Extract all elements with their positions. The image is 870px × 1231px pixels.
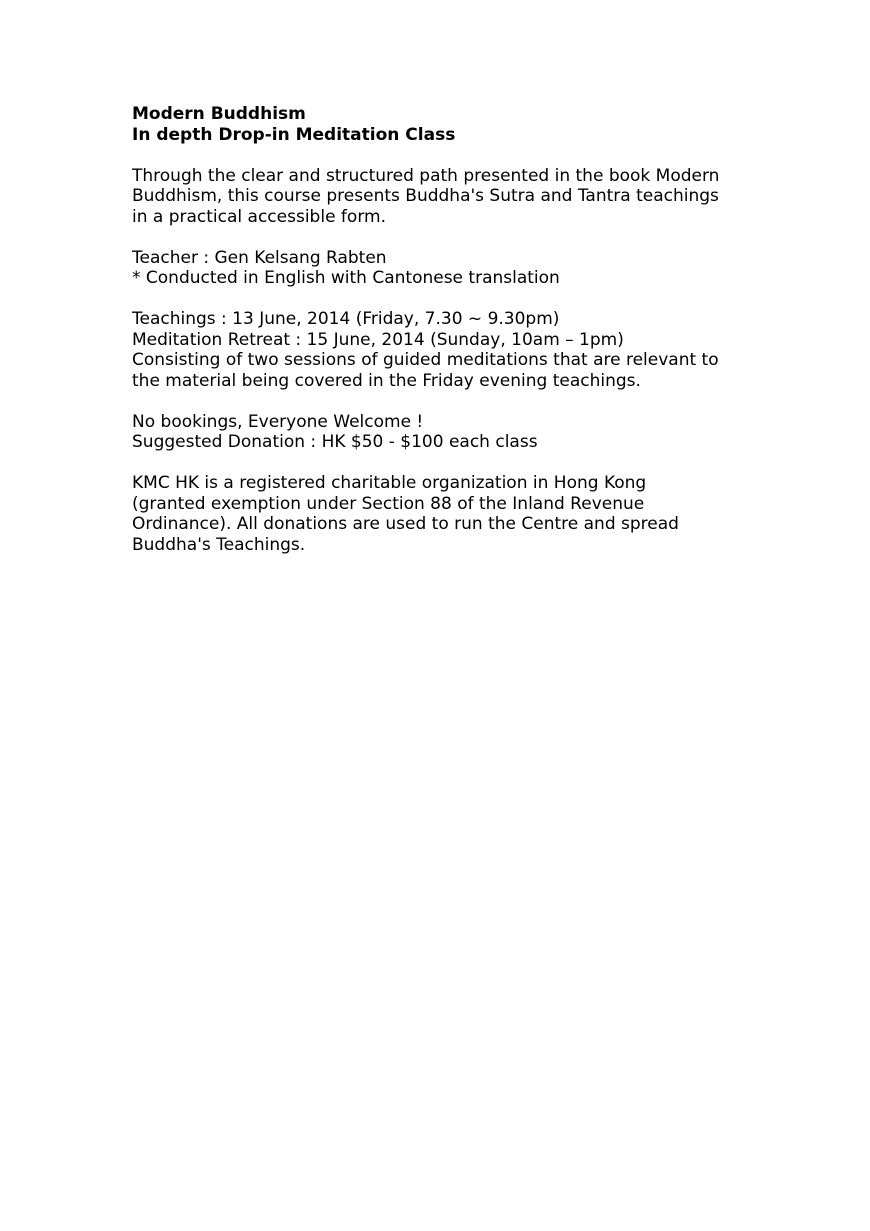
booking-note: No bookings, Everyone Welcome !: [132, 411, 424, 432]
paragraph-gap: [132, 227, 772, 248]
charity-paragraph: [132, 473, 772, 555]
language-note: * Conducted in English with Cantonese translation: [132, 268, 560, 288]
intro-line: in a practical accessible form.: [132, 206, 386, 227]
document-subtitle: In depth Drop-in Meditation Class: [132, 124, 456, 145]
retreat-description: Consisting of two sessions of guided meditations that are relevant to: [132, 350, 719, 370]
teacher-line: Teacher : Gen Kelsang Rabten: [132, 247, 387, 268]
retreat-description: the material being covered in the Friday evening teachings.: [132, 370, 641, 391]
intro-line: Through the clear and structured path presented in the book Modern: [132, 165, 720, 186]
charity-line: Ordinance). All donations are used to run the Centre and spread: [132, 514, 679, 534]
booking-paragraph: [132, 412, 772, 453]
teachings-date: Teachings : 13 June, 2014 (Friday, 7.30 ~ 9.30pm): [132, 309, 560, 329]
document-page: [132, 104, 772, 555]
paragraph-gap: [132, 391, 772, 412]
document-title: Modern Buddhism: [132, 104, 306, 124]
intro-paragraph: [132, 166, 772, 228]
donation-note: Suggested Donation : HK $50 - $100 each class: [132, 432, 538, 452]
schedule-paragraph: [132, 309, 772, 391]
teacher-paragraph: [132, 248, 772, 289]
paragraph-gap: [132, 289, 772, 310]
paragraph-gap: [132, 145, 772, 166]
charity-line: Buddha's Teachings.: [132, 534, 306, 555]
charity-line: KMC HK is a registered charitable organization in Hong Kong: [132, 473, 647, 493]
intro-line: Buddhism, this course presents Buddha's Sutra and Tantra teachings: [132, 186, 719, 206]
charity-line: (granted exemption under Section 88 of the Inland Revenue: [132, 493, 645, 514]
retreat-date: Meditation Retreat : 15 June, 2014 (Sunday, 10am – 1pm): [132, 329, 624, 350]
paragraph-gap: [132, 453, 772, 474]
